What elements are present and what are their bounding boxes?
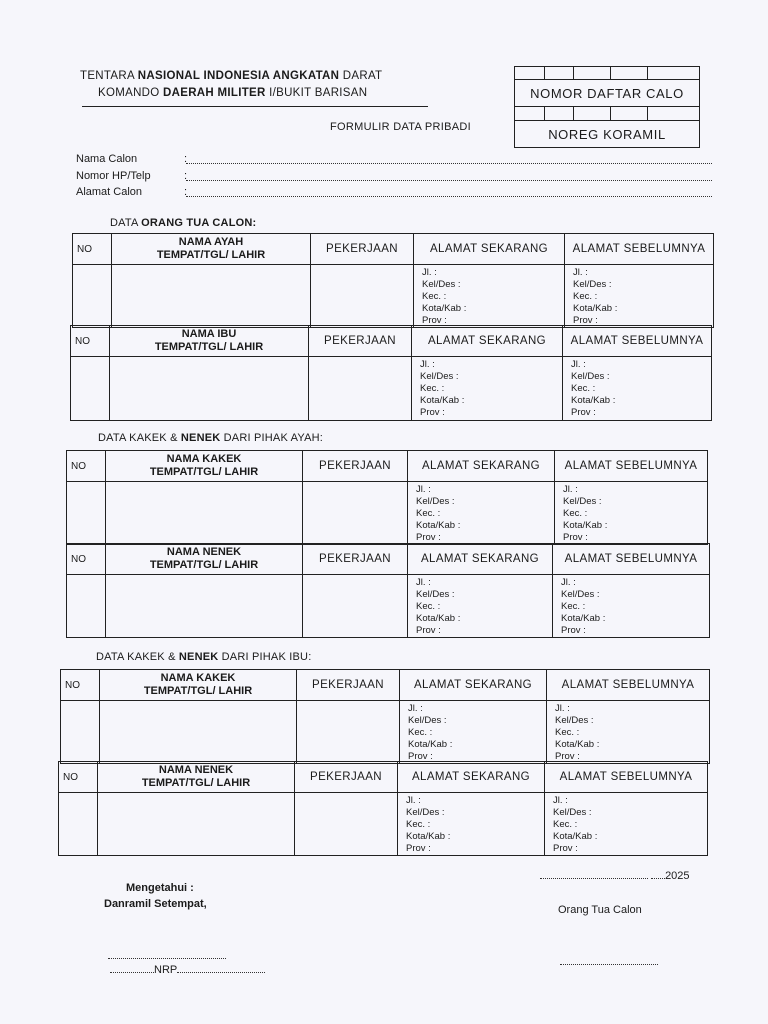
cell-nama[interactable] xyxy=(98,793,295,856)
col-pekerjaan: PEKERJAAN xyxy=(309,326,412,357)
field-sep: : xyxy=(184,170,188,182)
address-label: Kota/Kab : xyxy=(422,303,467,314)
col-no: NO xyxy=(61,670,100,701)
cell-pekerjaan[interactable] xyxy=(303,575,408,638)
field-nama-calon[interactable] xyxy=(76,153,186,165)
cell-alamat-sekarang[interactable] xyxy=(408,482,555,545)
name-label: NAMA NENEK xyxy=(166,546,242,558)
address-label: Jl. : xyxy=(408,703,423,714)
col-nama xyxy=(106,451,303,482)
danramil-signature-line[interactable] xyxy=(108,950,226,962)
section-text-bold: NENEK xyxy=(178,651,219,663)
address-label: Jl. : xyxy=(561,577,576,588)
address-label: Prov : xyxy=(406,843,431,854)
header-text: I/BUKIT BARISAN xyxy=(265,87,368,99)
field-nomor-hp[interactable] xyxy=(76,170,186,182)
orang-tua-signature-line[interactable] xyxy=(560,956,658,968)
section-text: DARI PIHAK AYAH: xyxy=(220,432,324,444)
table-nenek-ayah xyxy=(66,543,710,638)
cell-no[interactable] xyxy=(73,265,112,328)
col-pekerjaan: PEKERJAAN xyxy=(295,762,398,793)
address-label: Kec. : xyxy=(571,383,596,394)
cell-nama[interactable] xyxy=(110,357,309,421)
col-no: NO xyxy=(67,544,106,575)
name-label: NAMA KAKEK xyxy=(160,672,236,684)
header-text: DARAT xyxy=(339,70,383,82)
field-line[interactable] xyxy=(186,153,712,164)
field-line[interactable] xyxy=(186,186,712,197)
address-label: Prov : xyxy=(422,315,447,326)
cell-pekerjaan[interactable] xyxy=(311,265,414,328)
address-label: Kel/Des : xyxy=(553,807,592,818)
cell-alamat-sebelumnya[interactable] xyxy=(555,482,708,545)
cell-alamat-sekarang[interactable] xyxy=(412,357,563,421)
cell-pekerjaan[interactable] xyxy=(295,793,398,856)
col-alamat-sekarang: ALAMAT SEKARANG xyxy=(408,544,553,575)
address-label: Kel/Des : xyxy=(561,589,600,600)
col-nama xyxy=(112,234,311,265)
address-label: Jl. : xyxy=(416,484,431,495)
nrp-label: NRP xyxy=(154,964,178,976)
mengetahui-label: Mengetahui : xyxy=(126,882,194,894)
table-nenek-ibu xyxy=(58,761,708,856)
table-ayah xyxy=(72,233,714,328)
address-label: Jl. : xyxy=(573,267,588,278)
address-label: Kec. : xyxy=(420,383,445,394)
address-label: Prov : xyxy=(553,843,578,854)
ttl-label: TEMPAT/TGL/ LAHIR xyxy=(149,466,259,478)
registration-box xyxy=(514,66,700,148)
cell-pekerjaan[interactable] xyxy=(309,357,412,421)
address-label: Kel/Des : xyxy=(408,715,447,726)
address-label: Kota/Kab : xyxy=(416,520,461,531)
header-text-bold: NASIONAL INDONESIA ANGKATAN xyxy=(137,70,340,82)
section-orang-tua-title xyxy=(110,217,256,229)
section-pihak-ayah-title xyxy=(98,432,323,444)
address-label: Prov : xyxy=(561,625,586,636)
col-nama xyxy=(110,326,309,357)
address-label: Prov : xyxy=(555,751,580,762)
col-alamat-sebelumnya: ALAMAT SEBELUMNYA xyxy=(545,762,708,793)
field-sep: : xyxy=(184,153,188,165)
address-label: Kel/Des : xyxy=(563,496,602,507)
cell-alamat-sekarang[interactable] xyxy=(408,575,553,638)
table-ibu xyxy=(70,325,712,421)
orang-tua-label: Orang Tua Calon xyxy=(558,904,642,916)
col-alamat-sebelumnya: ALAMAT SEBELUMNYA xyxy=(553,544,710,575)
address-label: Jl. : xyxy=(571,359,586,370)
name-label: NAMA AYAH xyxy=(178,236,244,248)
nomor-daftar-label: NOMOR DAFTAR CALO xyxy=(515,80,700,107)
address-label: Kec. : xyxy=(416,508,441,519)
header-line-1 xyxy=(80,70,382,82)
header-text-bold: DAERAH MILITER xyxy=(163,87,266,99)
address-label: Kel/Des : xyxy=(571,371,610,382)
field-sep: : xyxy=(184,186,188,198)
ttl-label: TEMPAT/TGL/ LAHIR xyxy=(154,341,264,353)
col-alamat-sebelumnya: ALAMAT SEBELUMNYA xyxy=(555,451,708,482)
address-label: Kel/Des : xyxy=(406,807,445,818)
header-text: KOMANDO xyxy=(98,87,164,99)
address-label: Prov : xyxy=(573,315,598,326)
date-line[interactable] xyxy=(540,870,690,882)
cell-nama[interactable] xyxy=(100,701,297,764)
address-label: Jl. : xyxy=(563,484,578,495)
ttl-label: TEMPAT/TGL/ LAHIR xyxy=(143,685,253,697)
address-label: Kec. : xyxy=(408,727,433,738)
cell-no[interactable] xyxy=(67,575,106,638)
cell-alamat-sebelumnya[interactable] xyxy=(553,575,710,638)
address-label: Kel/Des : xyxy=(420,371,459,382)
cell-alamat-sekarang[interactable] xyxy=(414,265,565,328)
cell-nama[interactable] xyxy=(106,575,303,638)
address-label: Kota/Kab : xyxy=(420,395,465,406)
address-label: Kec. : xyxy=(573,291,598,302)
field-label: Nama Calon xyxy=(76,153,138,165)
col-pekerjaan: PEKERJAAN xyxy=(303,451,408,482)
name-label: NAMA NENEK xyxy=(158,764,234,776)
address-label: Kota/Kab : xyxy=(555,739,600,750)
section-text: DARI PIHAK IBU: xyxy=(218,651,312,663)
cell-alamat-sebelumnya[interactable] xyxy=(565,265,714,328)
col-nama xyxy=(98,762,295,793)
field-alamat-calon[interactable] xyxy=(76,186,186,198)
section-text: DATA xyxy=(110,217,142,229)
cell-alamat-sebelumnya[interactable] xyxy=(545,793,708,856)
table-kakek-ibu xyxy=(60,669,710,764)
col-no: NO xyxy=(67,451,106,482)
cell-alamat-sebelumnya[interactable] xyxy=(563,357,712,421)
address-label: Kec. : xyxy=(553,819,578,830)
col-alamat-sebelumnya: ALAMAT SEBELUMNYA xyxy=(563,326,712,357)
col-pekerjaan: PEKERJAAN xyxy=(297,670,400,701)
address-label: Kel/Des : xyxy=(422,279,461,290)
noreg-koramil-label: NOREG KORAMIL xyxy=(515,121,700,148)
cell-no[interactable] xyxy=(71,357,110,421)
address-label: Kec. : xyxy=(406,819,431,830)
section-pihak-ibu-title xyxy=(96,651,311,663)
cell-nama[interactable] xyxy=(112,265,311,328)
cell-alamat-sekarang[interactable] xyxy=(400,701,547,764)
ttl-label: TEMPAT/TGL/ LAHIR xyxy=(141,777,251,789)
cell-alamat-sebelumnya[interactable] xyxy=(547,701,710,764)
address-label: Kota/Kab : xyxy=(573,303,618,314)
col-no: NO xyxy=(59,762,98,793)
address-label: Kec. : xyxy=(561,601,586,612)
section-text: DATA KAKEK & xyxy=(96,651,179,663)
address-label: Kota/Kab : xyxy=(561,613,606,624)
address-label: Kec. : xyxy=(416,601,441,612)
cell-no[interactable] xyxy=(61,701,100,764)
address-label: Kec. : xyxy=(563,508,588,519)
address-label: Kota/Kab : xyxy=(406,831,451,842)
cell-no[interactable] xyxy=(67,482,106,545)
col-nama xyxy=(100,670,297,701)
address-label: Jl. : xyxy=(420,359,435,370)
col-pekerjaan: PEKERJAAN xyxy=(303,544,408,575)
col-no: NO xyxy=(73,234,112,265)
address-label: Prov : xyxy=(416,532,441,543)
col-alamat-sekarang: ALAMAT SEKARANG xyxy=(412,326,563,357)
section-text-bold: NENEK xyxy=(180,432,221,444)
address-label: Kota/Kab : xyxy=(571,395,616,406)
address-label: Jl. : xyxy=(406,795,421,806)
col-alamat-sebelumnya: ALAMAT SEBELUMNYA xyxy=(547,670,710,701)
address-label: Jl. : xyxy=(422,267,437,278)
address-label: Kec. : xyxy=(555,727,580,738)
col-alamat-sebelumnya: ALAMAT SEBELUMNYA xyxy=(565,234,714,265)
address-label: Prov : xyxy=(420,407,445,418)
cell-alamat-sekarang[interactable] xyxy=(398,793,545,856)
header-underline xyxy=(82,106,428,107)
name-label: NAMA IBU xyxy=(181,328,237,340)
field-label: Alamat Calon xyxy=(76,186,143,198)
address-label: Kota/Kab : xyxy=(553,831,598,842)
col-nama xyxy=(106,544,303,575)
field-label: Nomor HP/Telp xyxy=(76,170,151,182)
header-line-2 xyxy=(98,87,367,99)
address-label: Kel/Des : xyxy=(416,496,455,507)
form-title: FORMULIR DATA PRIBADI xyxy=(330,121,471,133)
address-label: Prov : xyxy=(571,407,596,418)
ttl-label: TEMPAT/TGL/ LAHIR xyxy=(149,559,259,571)
field-line[interactable] xyxy=(186,170,712,181)
address-label: Jl. : xyxy=(553,795,568,806)
address-label: Jl. : xyxy=(416,577,431,588)
address-label: Kel/Des : xyxy=(555,715,594,726)
address-label: Kel/Des : xyxy=(416,589,455,600)
section-text: DATA KAKEK & xyxy=(98,432,181,444)
address-label: Kota/Kab : xyxy=(416,613,461,624)
col-alamat-sekarang: ALAMAT SEKARANG xyxy=(414,234,565,265)
col-alamat-sekarang: ALAMAT SEKARANG xyxy=(398,762,545,793)
cell-nama[interactable] xyxy=(106,482,303,545)
address-label: Jl. : xyxy=(555,703,570,714)
header-text: TENTARA xyxy=(80,70,138,82)
name-label: NAMA KAKEK xyxy=(166,453,242,465)
address-label: Kota/Kab : xyxy=(563,520,608,531)
section-text-bold: ORANG TUA CALON: xyxy=(141,217,257,229)
cell-pekerjaan[interactable] xyxy=(303,482,408,545)
address-label: Prov : xyxy=(563,532,588,543)
col-no: NO xyxy=(71,326,110,357)
address-label: Kota/Kab : xyxy=(408,739,453,750)
nrp-line[interactable] xyxy=(110,964,265,976)
address-label: Kec. : xyxy=(422,291,447,302)
cell-no[interactable] xyxy=(59,793,98,856)
ttl-label: TEMPAT/TGL/ LAHIR xyxy=(156,249,266,261)
col-alamat-sekarang: ALAMAT SEKARANG xyxy=(400,670,547,701)
cell-pekerjaan[interactable] xyxy=(297,701,400,764)
danramil-label: Danramil Setempat, xyxy=(104,898,207,910)
col-pekerjaan: PEKERJAAN xyxy=(311,234,414,265)
address-label: Kel/Des : xyxy=(573,279,612,290)
address-label: Prov : xyxy=(408,751,433,762)
year-text: 2025 xyxy=(665,870,690,882)
col-alamat-sekarang: ALAMAT SEKARANG xyxy=(408,451,555,482)
address-label: Prov : xyxy=(416,625,441,636)
table-kakek-ayah xyxy=(66,450,708,545)
